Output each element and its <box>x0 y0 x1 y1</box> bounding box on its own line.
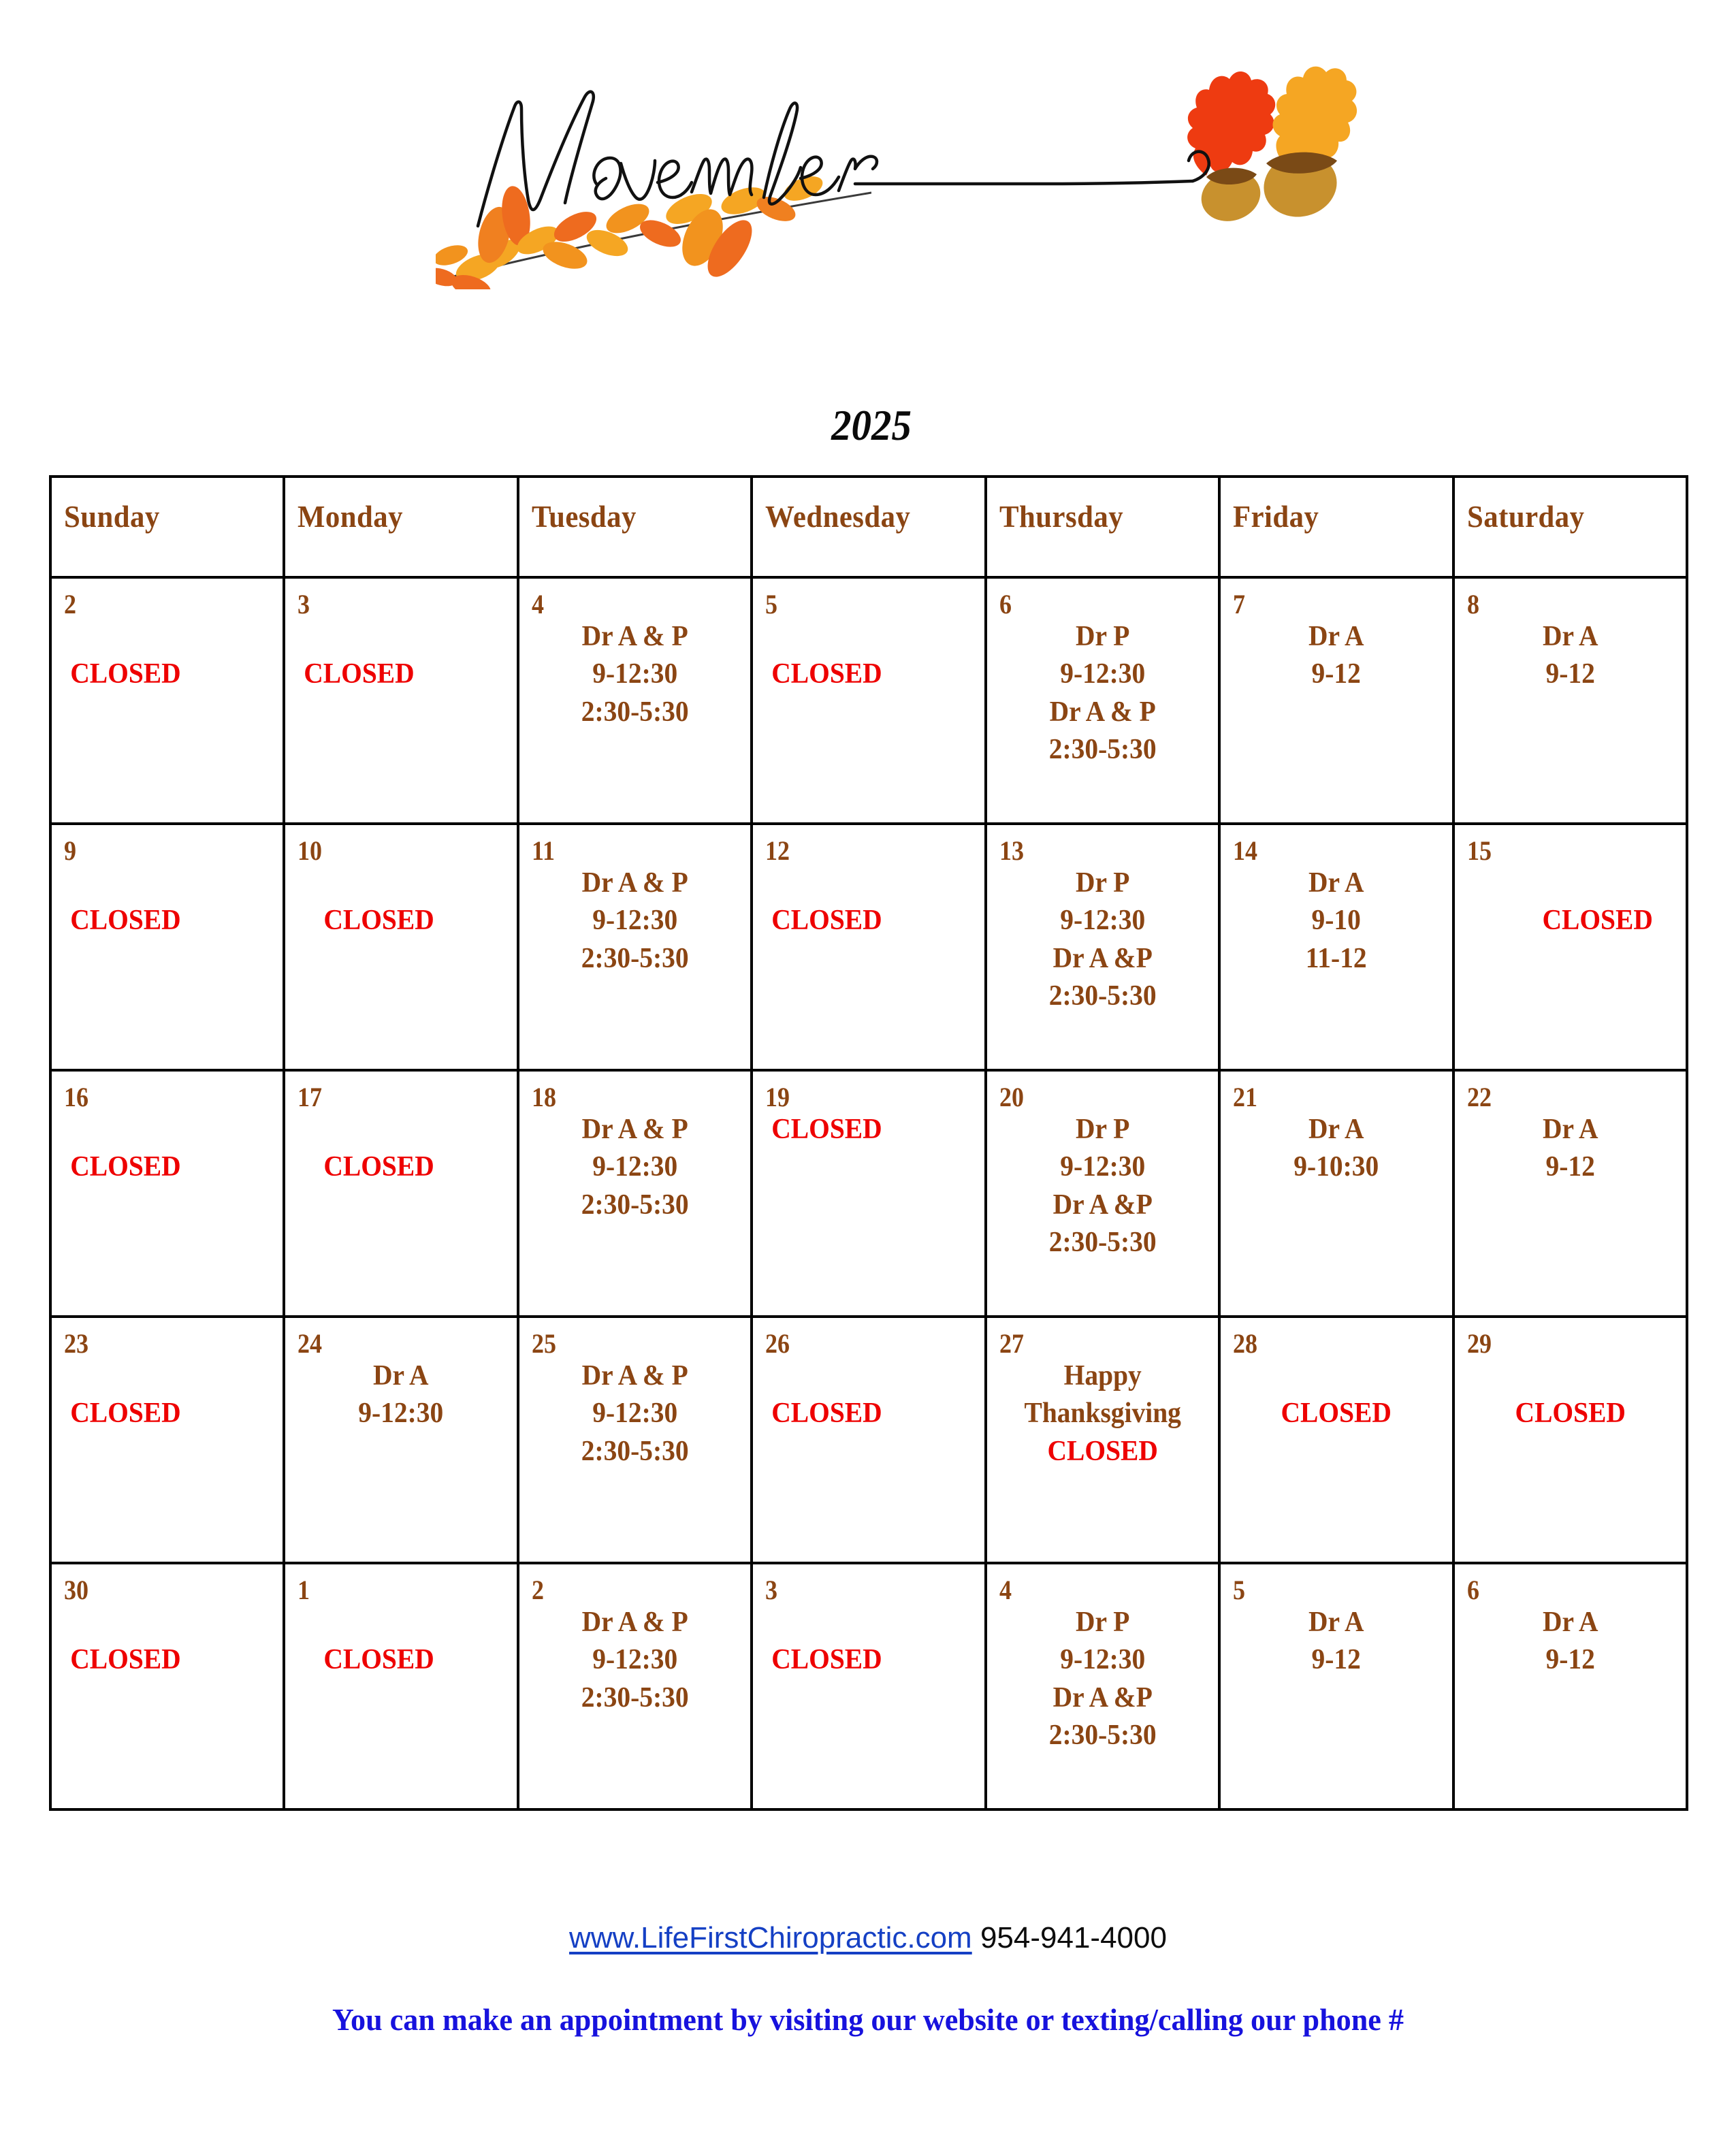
calendar-week-row <box>50 824 1687 1070</box>
calendar-table <box>49 475 1688 1811</box>
schedule-line: 2:30-5:30 <box>1048 734 1157 766</box>
day-cell[interactable] <box>518 577 752 824</box>
schedule-line: 9-12 <box>1545 1644 1595 1676</box>
schedule-line: Dr A <box>1542 1114 1598 1145</box>
day-number: 23 <box>64 1328 89 1359</box>
day-cell[interactable] <box>50 1317 284 1563</box>
day-cell[interactable] <box>518 824 752 1070</box>
year-label-row <box>0 400 1736 451</box>
day-number: 25 <box>531 1328 556 1359</box>
schedule-line: Dr A <box>1542 1607 1598 1638</box>
day-cell-content <box>1221 579 1451 694</box>
schedule-line: 11-12 <box>1305 942 1367 974</box>
day-number: 5 <box>1233 1575 1246 1605</box>
day-number: 12 <box>765 835 790 866</box>
schedule-line: Dr P <box>1075 621 1130 652</box>
schedule-line: 9-12 <box>1311 658 1362 690</box>
day-cell[interactable] <box>1453 824 1687 1070</box>
day-cell[interactable] <box>1453 1563 1687 1809</box>
day-number: 3 <box>765 1575 778 1605</box>
schedule-line: 9-12:30 <box>592 1151 678 1183</box>
schedule-line: Dr P <box>1075 1114 1130 1145</box>
day-cell[interactable] <box>50 824 284 1070</box>
closed-label: CLOSED <box>323 905 435 937</box>
calendar-footer <box>0 1921 1736 2038</box>
closed-label: CLOSED <box>323 1644 435 1676</box>
day-number: 26 <box>765 1328 790 1359</box>
day-number: 2 <box>531 1575 544 1605</box>
schedule-line: Dr A & P <box>581 1607 688 1638</box>
day-cell-content <box>753 579 984 694</box>
day-cell[interactable] <box>50 1070 284 1317</box>
day-cell-content <box>52 579 283 694</box>
day-cell[interactable] <box>986 1070 1219 1317</box>
day-cell[interactable] <box>752 1317 985 1563</box>
day-number: 2 <box>64 589 76 619</box>
day-number: 24 <box>298 1328 323 1359</box>
day-cell[interactable] <box>752 577 985 824</box>
day-header-sunday <box>50 477 284 577</box>
day-header-label: Wednesday <box>765 499 911 534</box>
calendar-header-row <box>50 477 1687 577</box>
schedule-line: Dr A <box>1308 1607 1364 1638</box>
closed-label: CLOSED <box>1281 1398 1392 1430</box>
day-cell[interactable] <box>986 824 1219 1070</box>
schedule-line: 9-10 <box>1311 905 1362 937</box>
schedule-line: 2:30-5:30 <box>1048 980 1157 1012</box>
schedule-line: Dr A & P <box>581 621 688 652</box>
closed-label: CLOSED <box>323 1151 435 1183</box>
schedule-line: Dr A &P <box>1052 1681 1153 1713</box>
day-cell[interactable] <box>518 1070 752 1317</box>
schedule-line: 9-12:30 <box>358 1398 444 1430</box>
schedule-line: 2:30-5:30 <box>581 1189 689 1221</box>
contact-line <box>0 1921 1736 1955</box>
day-cell[interactable] <box>752 1070 985 1317</box>
schedule-line: 9-12:30 <box>1059 658 1145 690</box>
closed-label: CLOSED <box>771 1644 882 1676</box>
day-cell[interactable] <box>1219 1317 1453 1563</box>
schedule-line: Happy <box>1063 1360 1142 1391</box>
day-cell[interactable] <box>1219 824 1453 1070</box>
day-cell[interactable] <box>50 577 284 824</box>
closed-label: CLOSED <box>1542 905 1653 937</box>
calendar-week-row <box>50 1070 1687 1317</box>
closed-label: CLOSED <box>771 658 882 690</box>
closed-label: CLOSED <box>70 1644 181 1676</box>
schedule-line: 9-12 <box>1311 1644 1362 1676</box>
closed-label: CLOSED <box>771 1114 882 1145</box>
day-number: 3 <box>298 589 310 619</box>
day-header-label: Friday <box>1233 499 1319 534</box>
day-cell-content <box>987 579 1218 769</box>
day-number: 22 <box>1466 1082 1492 1112</box>
day-cell[interactable] <box>986 577 1219 824</box>
day-header-label: Sunday <box>64 499 160 534</box>
day-number: 16 <box>64 1082 89 1112</box>
schedule-line: Dr A & P <box>581 1360 688 1391</box>
day-header-thursday <box>986 477 1219 577</box>
calendar-week-row <box>50 577 1687 824</box>
schedule-line: Dr A &P <box>1052 1189 1153 1221</box>
phone-number: 954-941-4000 <box>980 1921 1167 1954</box>
schedule-line: Dr A <box>1308 1114 1364 1145</box>
day-cell[interactable] <box>986 1563 1219 1809</box>
day-cell[interactable] <box>1219 577 1453 824</box>
day-cell[interactable] <box>1453 577 1687 824</box>
schedule-line: Dr A <box>1542 621 1598 652</box>
day-number: 6 <box>999 589 1012 619</box>
schedule-line: Dr A <box>1308 867 1364 899</box>
schedule-line: 9-12:30 <box>1059 905 1145 937</box>
schedule-line: 9-12:30 <box>592 1644 678 1676</box>
day-cell[interactable] <box>284 1070 517 1317</box>
calendar-grid-wrapper <box>49 475 1688 1811</box>
schedule-line: Thanksgiving <box>1024 1398 1181 1430</box>
year-label: 2025 <box>831 401 912 449</box>
day-number: 29 <box>1466 1328 1492 1359</box>
day-cell-content <box>519 1564 750 1717</box>
day-number: 11 <box>531 835 555 866</box>
day-number: 30 <box>64 1575 89 1605</box>
schedule-line: 9-12 <box>1545 658 1595 690</box>
day-number: 4 <box>531 589 544 619</box>
day-number: 5 <box>765 589 778 619</box>
day-number: 27 <box>999 1328 1024 1359</box>
day-header-label: Tuesday <box>531 499 637 534</box>
day-header-label: Saturday <box>1466 499 1585 534</box>
website-link[interactable]: www.LifeFirstChiropractic.com <box>569 1921 972 1954</box>
day-header-monday <box>284 477 517 577</box>
day-cell[interactable] <box>752 824 985 1070</box>
closed-label: CLOSED <box>771 1398 882 1430</box>
day-number: 8 <box>1466 589 1479 619</box>
day-cell[interactable] <box>50 1563 284 1809</box>
schedule-line: Dr P <box>1075 1607 1130 1638</box>
day-cell-content <box>1455 1564 1686 1679</box>
day-number: 19 <box>765 1082 790 1112</box>
closed-label: CLOSED <box>70 1151 181 1183</box>
calendar-week-row <box>50 1563 1687 1809</box>
day-number: 10 <box>298 835 323 866</box>
schedule-line: 9-12 <box>1545 1151 1595 1183</box>
schedule-line: 9-12:30 <box>592 905 678 937</box>
schedule-line: Dr A & P <box>581 1114 688 1145</box>
schedule-line: 2:30-5:30 <box>581 942 689 974</box>
schedule-line: 9-12:30 <box>1059 1644 1145 1676</box>
day-header-saturday <box>1453 477 1687 577</box>
schedule-line: 2:30-5:30 <box>581 1681 689 1713</box>
day-cell[interactable] <box>986 1317 1219 1563</box>
day-cell-content <box>285 579 516 694</box>
day-number: 6 <box>1466 1575 1479 1605</box>
closed-label: CLOSED <box>70 1398 181 1430</box>
schedule-line: Dr A <box>373 1360 429 1391</box>
day-cell[interactable] <box>518 1563 752 1809</box>
day-cell[interactable] <box>1453 1070 1687 1317</box>
schedule-line: 2:30-5:30 <box>1048 1227 1157 1259</box>
schedule-line: Dr P <box>1075 867 1130 899</box>
day-cell-content <box>285 1564 516 1679</box>
day-cell-content <box>753 1564 984 1679</box>
day-header-friday <box>1219 477 1453 577</box>
day-cell[interactable] <box>1219 1563 1453 1809</box>
day-number: 9 <box>64 835 76 866</box>
day-cell[interactable] <box>1453 1317 1687 1563</box>
schedule-line: 9-12:30 <box>1059 1151 1145 1183</box>
day-cell[interactable] <box>284 577 517 824</box>
day-number: 28 <box>1233 1328 1258 1359</box>
day-number: 13 <box>999 835 1024 866</box>
day-cell[interactable] <box>1219 1070 1453 1317</box>
day-number: 17 <box>298 1082 323 1112</box>
schedule-line: Dr A &P <box>1052 942 1153 974</box>
day-number: 20 <box>999 1082 1024 1112</box>
day-cell[interactable] <box>518 1317 752 1563</box>
appointment-note: You can make an appointment by visiting our website or texting/calling our phone # <box>332 2002 1404 2037</box>
day-cell[interactable] <box>752 1563 985 1809</box>
month-title-script <box>470 82 1239 252</box>
day-header-label: Monday <box>298 499 404 534</box>
schedule-line: 2:30-5:30 <box>581 696 689 728</box>
day-header-wednesday <box>752 477 985 577</box>
day-number: 14 <box>1233 835 1258 866</box>
schedule-line: 9-10:30 <box>1293 1151 1379 1183</box>
day-number: 7 <box>1233 589 1246 619</box>
day-cell[interactable] <box>284 824 517 1070</box>
closed-label: CLOSED <box>70 905 181 937</box>
day-cell[interactable] <box>284 1563 517 1809</box>
day-number: 21 <box>1233 1082 1258 1112</box>
day-cell[interactable] <box>284 1317 517 1563</box>
schedule-line: 2:30-5:30 <box>581 1435 689 1467</box>
day-number: 4 <box>999 1575 1012 1605</box>
closed-label: CLOSED <box>304 658 415 690</box>
november-banner <box>408 27 1362 313</box>
closed-label: CLOSED <box>70 658 181 690</box>
day-number: 1 <box>298 1575 310 1605</box>
schedule-line: Dr A <box>1308 621 1364 652</box>
day-number: 15 <box>1466 835 1492 866</box>
schedule-line: Dr A & P <box>581 867 688 899</box>
calendar-header-artwork <box>0 0 1736 320</box>
day-cell-content <box>1221 1564 1451 1679</box>
schedule-line: 9-12:30 <box>592 1398 678 1430</box>
closed-label: CLOSED <box>1047 1435 1158 1467</box>
day-number: 18 <box>531 1082 556 1112</box>
schedule-line: 2:30-5:30 <box>1048 1720 1157 1752</box>
day-cell-content <box>1455 579 1686 694</box>
closed-label: CLOSED <box>771 905 882 937</box>
schedule-line: Dr A & P <box>1049 696 1156 728</box>
day-cell-content <box>987 1564 1218 1755</box>
day-cell-content <box>52 825 283 940</box>
schedule-line: 9-12:30 <box>592 658 678 690</box>
calendar-week-row <box>50 1317 1687 1563</box>
closed-label: CLOSED <box>1515 1398 1626 1430</box>
day-cell-content <box>519 579 750 731</box>
day-header-label: Thursday <box>999 499 1123 534</box>
day-header-tuesday <box>518 477 752 577</box>
